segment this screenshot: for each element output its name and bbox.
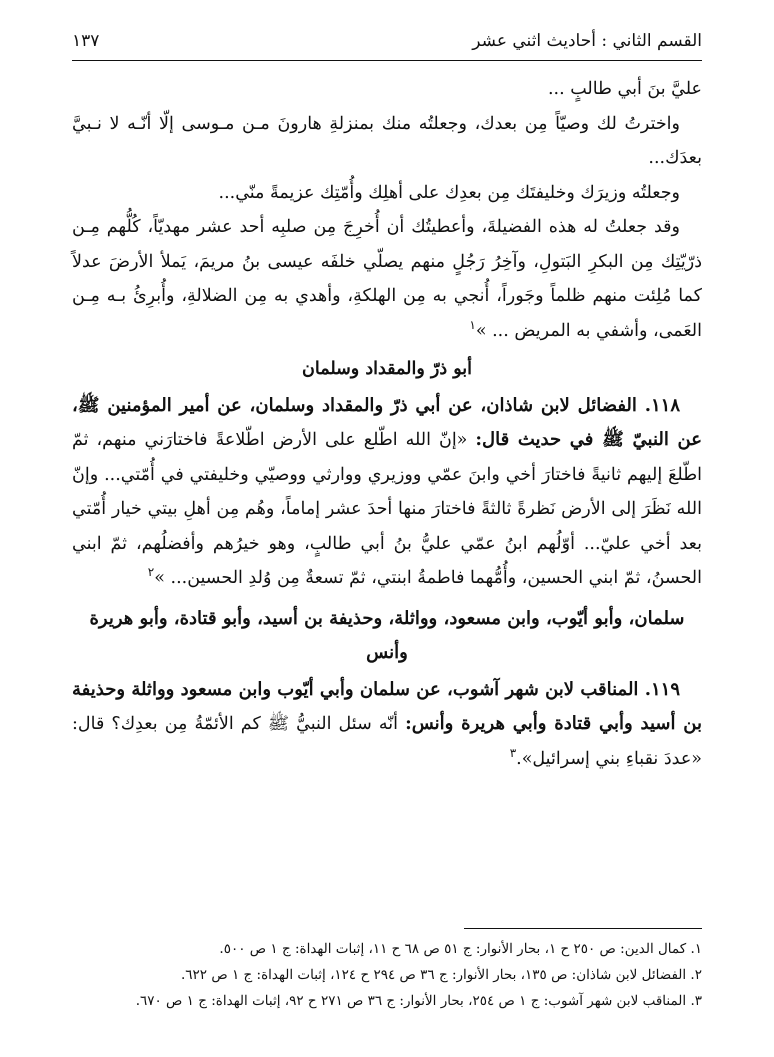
footnote-marker-3: ٣ [509, 745, 517, 760]
hadith-118-source: ١١٨. الفضائل لابن شاذان، عن أبي ذرّ والمقداد وسلمان، عن أمير المؤمنين ﷺ، عن النبيّ ﷺ في حديث قال: [72, 394, 702, 450]
paragraph-4 [72, 210, 702, 348]
header-rule [72, 60, 702, 61]
footnote-3: ٣. المناقب لابن شهر آشوب: ج ١ ص ٢٥٤، بحار الأنوار: ج ٣٦ ص ٢٧١ ح ٩٢، إثبات الهداة: ج ١ ص ٦٧٠. [135, 993, 702, 1009]
main-text [72, 72, 702, 776]
footnotes [72, 936, 702, 1014]
running-head [72, 28, 702, 54]
hadith-119-source: ١١٩. المناقب لابن شهر آشوب، عن سلمان وأبي أيّوب وابن مسعود وواثلة وحذيفة بن أسيد وأبي قتادة وأبي هريرة وأنس: [72, 678, 703, 734]
section-heading-salman: سلمان، وأبو أيّوب، وابن مسعود، وواثلة، وحذيفة بن أسيد، وأبو قتادة، وأبو هريرة وأنس [89, 607, 685, 663]
paragraph-4-text: وقد جعلتُ له هذه الفضيلةَ، وأعطيتُك أن أُخرِجَ مِن صلبِه أحد عشر مهديّاً، كُلُّهم مِـن ذرّيّتِك مِن البكرِ البَتولِ، وآخِرُ رَجُلٍ منهم يصلّي خلفَه عيسى بنُ مريمَ، يَملأ الأرضَ عدلاً كما مُلِئت منهم ظلماً وجَوراً، أُنجي به مِن الهلكةِ، وأهدي به مِن الضلالةِ، وأُبرِئُ بـه مِـن العَمى، وأشفي به المريض ... » [72, 217, 702, 341]
paragraph-1: عليَّ بنَ أبي طالبٍ ... [547, 79, 702, 99]
hadith-118-text: «إنّ الله اطّلع على الأرض اطّلاعةً فاختارَني منهم، ثمّ اطّلعَ إليهم ثانيةً فاختارَ أخي وابنَ عمّي ووزيري ووارثي ووصيّي وخليفتي في أُمّتي... وإنّ الله نَظَرَ إلى الأرض نَظرةً ثالثةً فاختارَ منها أحدَ عشر إماماً، وهُم مِن أهلِ بيتي خيار أُمّتي بعد أخي عليّ... أوّلُهم ابنُ عمّي عليُّ بنُ أبي طالبٍ، وهو خيرُهم وأفضلُهم، ثمّ ابني الحسنُ، ثمّ ابني الحسين، وأُمُّهما فاطمةُ ابنتي، ثمّ تسعةٌ مِن وُلدِ الحسين... » [72, 430, 702, 588]
footnote-1: ١. كمال الدين: ص ٢٥٠ ح ١، بحار الأنوار: ج ٥١ ص ٦٨ ح ١١، إثبات الهداة: ج ١ ص ٥٠٠. [219, 941, 702, 957]
footnote-2: ٢. الفضائل لابن شاذان: ص ١٣٥، بحار الأنوار: ج ٣٦ ص ٢٩٤ ح ١٢٤، إثبات الهداة: ج ١ ص ٦٢٢. [181, 967, 702, 983]
page-number: ١٣٧ [72, 31, 100, 51]
paragraph-2: واخترتُ لك وصيّاً مِن بعدك، وجعلتُه منك بمنزلةِ هارونَ مـن مـوسى إلّا أنّـه لا نـبيَّ بعدَك... [72, 113, 702, 168]
hadith-119-text: أنّه سئل النبيُّ ﷺ كم الأئمّةُ مِن بعدِك؟ قال: «عددَ نقباءِ بني إسرائيل». [72, 714, 702, 769]
footnote-marker-1: ١ [469, 317, 476, 332]
paragraph-3: وجعلتُه وزيرَك وخليفتَك مِن بعدِك على أهلِك وأُمّتِك عزيمةً منّي... [218, 182, 680, 203]
footnote-rule [464, 928, 702, 929]
footnote-marker-2: ٢ [147, 565, 155, 580]
hadith-118 [72, 389, 702, 596]
section-heading-abu-dharr: أبو ذرّ والمقداد وسلمان [302, 359, 472, 379]
running-head-title: القسم الثاني : أحاديث اثني عشر [472, 31, 702, 51]
hadith-119 [72, 673, 702, 777]
